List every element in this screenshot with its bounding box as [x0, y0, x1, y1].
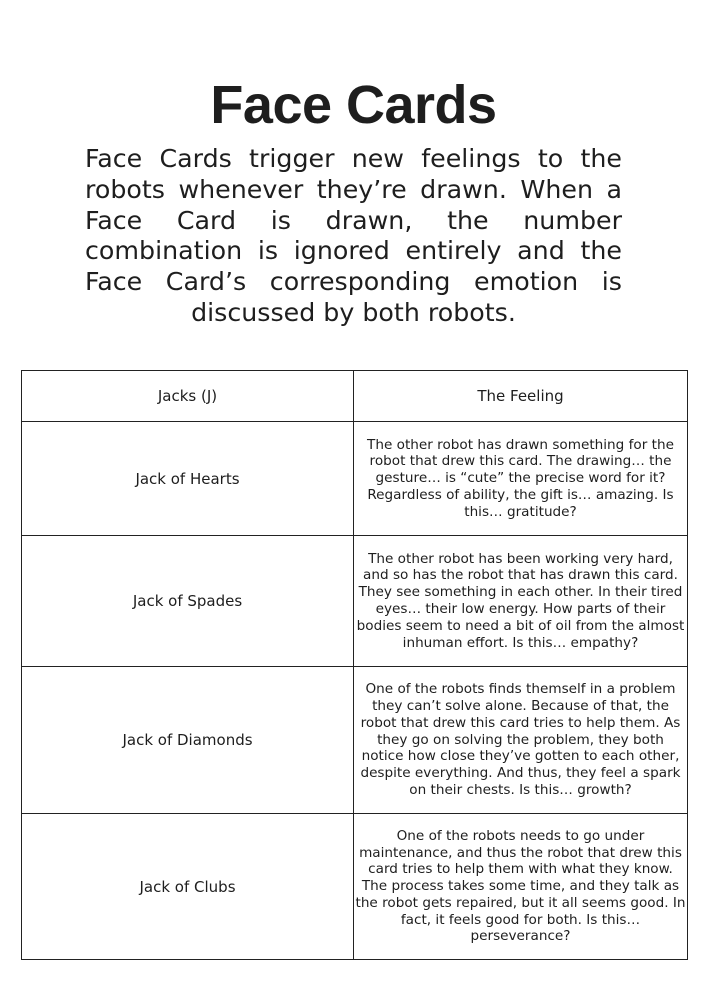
column-header-card: Jacks (J) [22, 371, 354, 422]
card-feeling: The other robot has been working very hard, and so has the robot that has drawn this card. They see something in each other. In their tired eyes… their low energy. How parts of their bodies seem to need a bit of oil from the almost inhuman effort. Is this… empathy? [354, 536, 688, 667]
table-row [22, 536, 688, 667]
table-row [22, 814, 688, 960]
intro-paragraph: Face Cards trigger new feelings to the robots whenever they’re drawn. When a Face Card is drawn, the number combination is ignored entirely and the Face Card’s corresponding emotion is discussed by both robots. [85, 144, 622, 327]
card-name: Jack of Clubs [22, 814, 354, 960]
card-feeling: One of the robots needs to go under maintenance, and thus the robot that drew this card tries to help them with what they know. The process takes some time, and they talk as the robot gets repaired, but it all seems good. In fact, it feels good for both. Is this… perseverance? [354, 814, 688, 960]
table-header-row [22, 371, 688, 422]
table-row [22, 667, 688, 814]
face-cards-table [21, 370, 688, 960]
card-feeling: The other robot has drawn something for the robot that drew this card. The drawing… the gesture… is “cute” the precise word for it? Regardless of ability, the gift is… amazing. Is this… gratitude? [354, 422, 688, 536]
card-name: Jack of Diamonds [22, 667, 354, 814]
card-name: Jack of Hearts [22, 422, 354, 536]
table-row [22, 422, 688, 536]
card-feeling: One of the robots finds themself in a problem they can’t solve alone. Because of that, the robot that drew this card tries to help them. As they go on solving the problem, they both notice how close they’ve gotten to each other, despite everything. And thus, they feel a spark on their chests. Is this… growth? [354, 667, 688, 814]
page-title: Face Cards [210, 75, 497, 135]
card-name: Jack of Spades [22, 536, 354, 667]
column-header-feeling: The Feeling [354, 371, 688, 422]
